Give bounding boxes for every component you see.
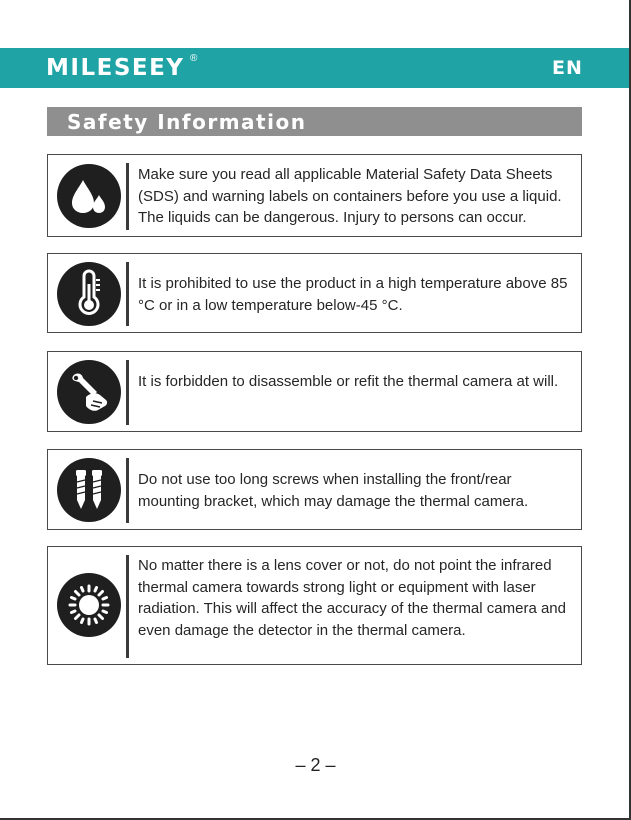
safety-item-disassemble bbox=[47, 351, 582, 432]
item-text: It is prohibited to use the product in a high temperature above 85 °C or in a low temperature below-45 °C. bbox=[138, 275, 568, 314]
header-bar bbox=[0, 48, 631, 88]
item-text: It is forbidden to disassemble or refit the thermal camera at will. bbox=[138, 373, 559, 390]
section-title-bar bbox=[47, 107, 582, 136]
brand-logo: MILESEEY bbox=[46, 55, 185, 81]
sun-light-icon bbox=[57, 573, 121, 637]
item-text: Do not use too long screws when installing the front/rear mounting bracket, which may damage the thermal camera. bbox=[138, 471, 529, 510]
page-number: – 2 – bbox=[295, 755, 336, 775]
thermometer-icon bbox=[57, 262, 121, 326]
item-divider bbox=[126, 555, 129, 658]
no-disassemble-icon bbox=[57, 360, 121, 424]
item-text: Make sure you read all applicable Material Safety Data Sheets (SDS) and warning labels on containers before you use a liquid. The liquids can be dangerous. Injury to persons can occur. bbox=[138, 166, 562, 226]
item-divider bbox=[126, 262, 129, 326]
item-divider bbox=[126, 458, 129, 523]
screws-icon bbox=[57, 458, 121, 522]
section-title: Safety Information bbox=[67, 110, 307, 134]
language-label: EN bbox=[552, 57, 583, 79]
safety-item-liquids bbox=[47, 154, 582, 237]
liquid-drops-icon bbox=[57, 164, 121, 228]
safety-item-temperature bbox=[47, 253, 582, 333]
item-text: No matter there is a lens cover or not, do not point the infrared thermal camera towards strong light or equipment with laser radiation. This will affect the accuracy of the thermal camera and even damage the detector in the thermal camera. bbox=[138, 557, 566, 639]
safety-item-strong-light bbox=[47, 546, 582, 665]
item-divider bbox=[126, 360, 129, 425]
registered-mark: ® bbox=[190, 53, 198, 64]
safety-item-screws bbox=[47, 449, 582, 530]
item-divider bbox=[126, 163, 129, 230]
